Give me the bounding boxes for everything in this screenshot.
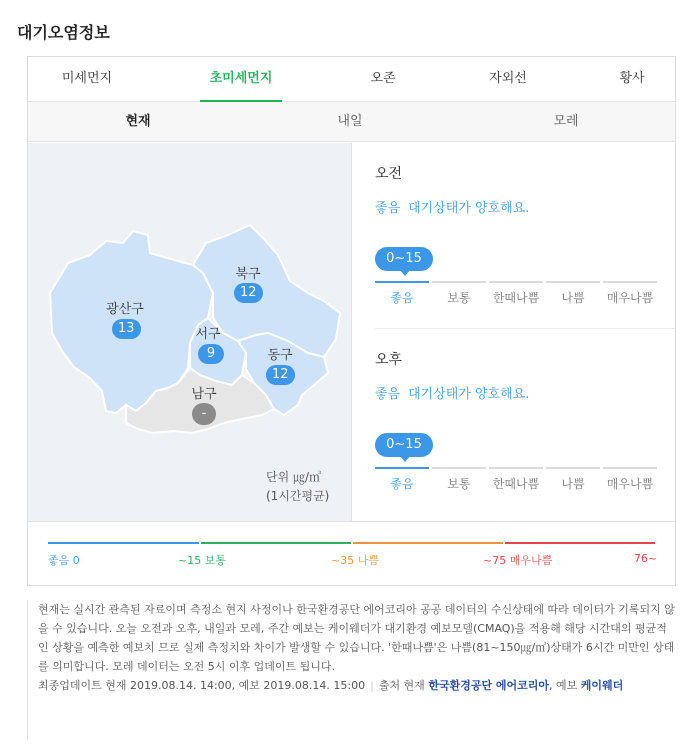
source-mid: , 예보 xyxy=(549,679,578,692)
unit-info xyxy=(266,468,329,506)
scale-label-temp-bad: 한때나쁨 xyxy=(492,291,540,305)
scale-seg xyxy=(489,467,543,469)
forecast-pm-range: 0~15 xyxy=(375,433,433,457)
forecast-panel xyxy=(353,143,675,521)
scale-label-very-bad: 매우나쁨 xyxy=(606,477,654,491)
tab-uv[interactable]: 자외선 xyxy=(489,71,527,86)
scale-seg xyxy=(546,467,600,469)
forecast-am-heading: 오전 xyxy=(375,166,403,182)
scale-label-very-bad: 매우나쁨 xyxy=(606,291,654,305)
forecast-pm-level: 좋음 xyxy=(375,387,401,402)
notice-text: 현재는 실시간 관측된 자료이며 측정소 현지 사정이나 한국환경공단 에어코리아 공공 데이터의 수신상태에 따라 데이터가 기록되지 않을 수 있습니다. 오늘 오전과 오후, 내일과 모레, 주간 예보는 케이웨더가 대기환경 예보모델(CMAQ)을 적용해 해당 시간대의 평균적인 상황을 예측한 예보치 므로 실제 측정치와 차이가 발생할 수 있습니다. '한때나쁨'은 나쁨(81~150㎍/㎥)상태가 6시간 미만인 상태를 의미합니다. 모레 데이터는 오전 5시 이후 업데이트 됩니다. xyxy=(38,603,675,673)
region-label-seo: 서구 xyxy=(195,327,221,342)
region-value-buk[interactable]: 12 xyxy=(234,283,263,303)
scale-label-temp-bad: 한때나쁨 xyxy=(492,477,540,491)
source-prefix: 출처 현재 xyxy=(378,679,425,692)
scale-label-good: 좋음 xyxy=(390,291,414,305)
meta-separator: | xyxy=(370,679,374,692)
forecast-am-message: 대기상태가 양호해요. xyxy=(408,201,530,216)
tab-yellow-dust[interactable]: 황사 xyxy=(619,71,645,86)
legend-text-good: 좋음 xyxy=(48,554,70,567)
forecast-am-range: 0~15 xyxy=(375,247,433,271)
region-label-gwangsan: 광산구 xyxy=(106,302,144,317)
forecast-pm-message: 대기상태가 양호해요. xyxy=(408,387,530,402)
scale-label-good: 좋음 xyxy=(390,477,414,491)
legend-tick-0: 0 xyxy=(72,554,80,567)
scale-seg xyxy=(489,281,543,283)
legend-tick-15: ~15 xyxy=(178,554,202,567)
legend-tick-35: ~35 xyxy=(331,554,355,567)
scale-seg xyxy=(432,467,486,469)
legend-bar-good xyxy=(48,542,199,544)
scale-label-normal: 보통 xyxy=(447,291,471,305)
forecast-divider xyxy=(375,328,675,329)
legend-label-very-bad xyxy=(483,552,552,568)
legend-text-very-bad: 매우나쁨 xyxy=(509,554,553,567)
scale-seg xyxy=(432,281,486,283)
legend-text-normal: 보통 xyxy=(204,554,226,567)
tab-pm10[interactable]: 미세먼지 xyxy=(61,71,113,86)
region-label-nam: 남구 xyxy=(191,387,217,402)
forecast-pm-status xyxy=(375,383,657,402)
legend-bar-bad xyxy=(353,542,503,544)
forecast-am-scale xyxy=(375,281,655,321)
region-label-dong: 동구 xyxy=(267,348,293,363)
air-quality-panel xyxy=(27,56,676,586)
scale-seg xyxy=(546,281,600,283)
region-value-dong[interactable]: 12 xyxy=(266,365,295,385)
scale-label-normal: 보통 xyxy=(447,477,471,491)
notice-meta xyxy=(38,676,676,695)
legend-label-bad xyxy=(331,552,379,568)
forecast-am-level: 좋음 xyxy=(375,201,401,216)
forecast-pm-scale xyxy=(375,467,655,507)
tab-tomorrow[interactable]: 내일 xyxy=(337,114,363,129)
region-value-nam[interactable]: - xyxy=(192,403,216,425)
legend-tick-75: ~75 xyxy=(483,554,507,567)
scale-seg xyxy=(603,467,657,469)
tab-now[interactable]: 현재 xyxy=(125,114,151,129)
source-link-kweather[interactable]: 케이웨더 xyxy=(580,679,624,692)
scale-seg xyxy=(375,281,429,283)
region-label-buk: 북구 xyxy=(235,267,261,282)
notice xyxy=(27,600,676,740)
legend-bar-very-bad xyxy=(505,542,655,544)
legend-text-bad: 나쁨 xyxy=(357,554,379,567)
forecast-pm xyxy=(375,349,657,491)
updated-label: 최종업데이트 현재 2019.08.14. 14:00, 예보 2019.08.14. 15:00 xyxy=(38,679,366,692)
legend-label-good xyxy=(48,552,80,568)
legend-label-normal xyxy=(178,552,226,568)
unit-note: (1시간평균) xyxy=(266,489,330,503)
scale-seg xyxy=(375,467,429,469)
scale-seg xyxy=(603,281,657,283)
legend-tick-76: 76~ xyxy=(634,552,658,565)
forecast-pm-heading: 오후 xyxy=(375,352,403,368)
tab-ozone[interactable]: 오존 xyxy=(370,71,396,86)
region-map xyxy=(28,143,352,521)
legend-bar-normal xyxy=(201,542,351,544)
page-title: 대기오염정보 xyxy=(17,23,110,42)
level-legend xyxy=(28,521,675,586)
tab-day-after[interactable]: 모레 xyxy=(553,114,579,129)
unit-label: 단위 ㎍/㎥ xyxy=(266,470,322,484)
forecast-am xyxy=(375,163,657,305)
forecast-am-status xyxy=(375,197,657,216)
scale-label-bad: 나쁨 xyxy=(561,477,585,491)
scale-label-bad: 나쁨 xyxy=(561,291,585,305)
source-link-airkorea[interactable]: 한국환경공단 에어코리아 xyxy=(428,679,550,692)
tab-pm25[interactable]: 초미세먼지 xyxy=(200,57,282,102)
region-value-seo[interactable]: 9 xyxy=(198,344,224,364)
region-value-gwangsan[interactable]: 13 xyxy=(112,319,141,339)
pollutant-tabs xyxy=(28,57,675,102)
time-tabs xyxy=(28,102,675,142)
